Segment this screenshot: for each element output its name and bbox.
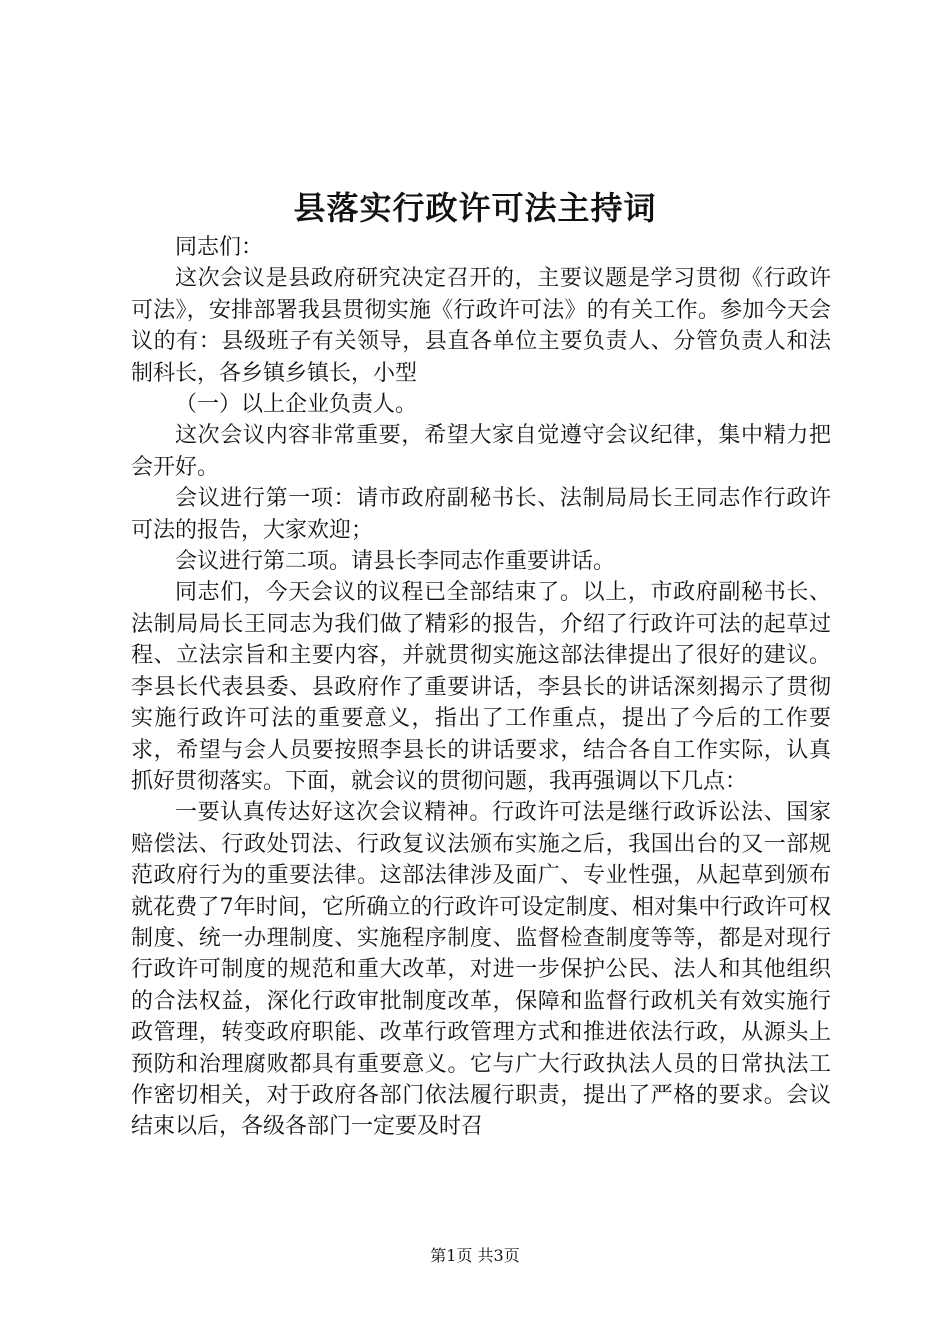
paragraph-summary: 同志们，今天会议的议程已全部结束了。以上，市政府副秘书长、法制局局长王同志为我们做了精彩的报告，介绍了行政许可法的起草过程、立法宗旨和主要内容，并就贯彻实施这部法律提出了很好的建议。李县长代表县委、县政府作了重要讲话，李县长的讲话深刻揭示了贯彻实施行政许可法的重要意义，指出了工作重点，提出了今后的工作要求，希望与会人员要按照李县长的讲话要求，结合各自工作实际，认真抓好贯彻落实。下面，就会议的贯彻问题，我再强调以下几点：: [131, 580, 831, 794]
paragraph-enterprise-heads: （一）以上企业负责人。: [175, 392, 418, 418]
paragraph-agenda-item-1: 会议进行第一项：请市政府副秘书长、法制局局长王同志作行政许可法的报告，大家欢迎；: [131, 486, 831, 543]
paragraph-point-one: 一要认真传达好这次会议精神。行政许可法是继行政诉讼法、国家赔偿法、行政处罚法、行政复议法颁布实施之后，我国出台的又一部规范政府行为的重要法律。这部法律涉及面广、专业性强，从起草到颁布就花费了7年时间，它所确立的行政许可设定制度、相对集中行政许可权制度、统一办理制度、实施程序制度、监督检查制度等等，都是对现行行政许可制度的规范和重大改革，对进一步保护公民、法人和其他组织的合法权益，深化行政审批制度改革，保障和监督行政机关有效实施行政管理，转变政府职能、改革行政管理方式和推进依法行政，从源头上预防和治理腐败都具有重要意义。它与广大行政执法人员的日常执法工作密切相关，对于政府各部门依法履行职责，提出了严格的要求。会议结束以后，各级各部门一定要及时召: [131, 800, 831, 1140]
page-number-footer: 第1页 共3页: [430, 1246, 520, 1265]
paragraph-discipline: 这次会议内容非常重要，希望大家自觉遵守会议纪律，集中精力把会开好。: [131, 423, 831, 480]
paragraph-meeting-intro: 这次会议是县政府研究决定召开的，主要议题是学习贯彻《行政许可法》，安排部署我县贯彻实施《行政许可法》的有关工作。参加今天会议的有：县级班子有关领导，县直各单位主要负责人、分管负责人和法制科长，各乡镇乡镇长，小型: [131, 266, 831, 386]
document-body: [131, 232, 831, 1143]
paragraph-agenda-item-2: 会议进行第二项。请县长李同志作重要讲话。: [175, 549, 616, 575]
paragraph-salutation: 同志们：: [175, 235, 264, 260]
document-title: 县落实行政许可法主持词: [293, 189, 657, 227]
